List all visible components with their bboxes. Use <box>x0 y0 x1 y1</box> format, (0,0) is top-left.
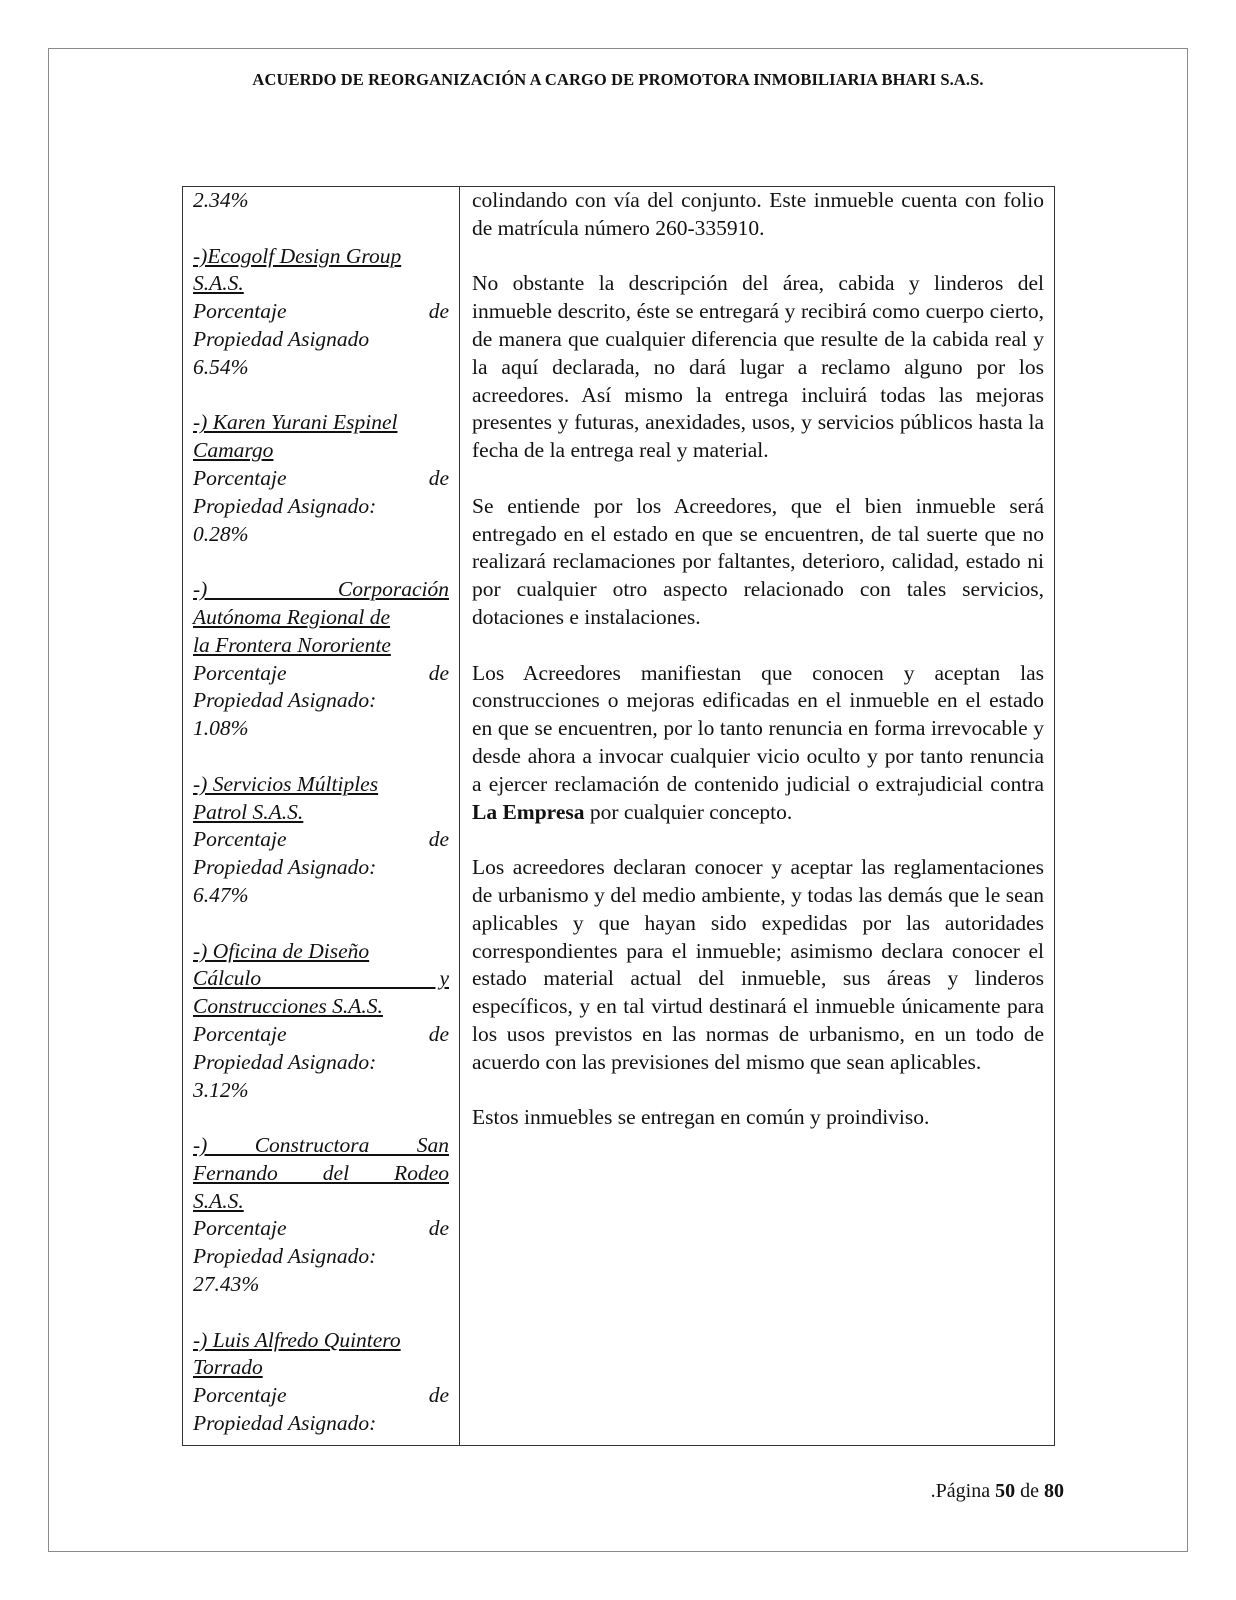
owner-name-line: Torrado <box>193 1355 263 1380</box>
owner-percentage: 0.28% <box>193 521 249 546</box>
table-row <box>183 187 1055 1446</box>
owner-percentage: 3.12% <box>193 1077 249 1102</box>
owner-name-line: Patrol S.A.S. <box>193 799 304 824</box>
owner-label-line: Propiedad Asignado: <box>193 855 377 880</box>
owner-label-line: Porcentaje de <box>193 1383 449 1408</box>
owner-label-line: Porcentaje de <box>193 1021 449 1046</box>
owner-name-line: -)Ecogolf Design Group <box>193 243 402 268</box>
owner-percentage: 6.47% <box>193 882 249 907</box>
left-column-owners <box>183 187 460 1446</box>
owner-entry <box>193 576 449 743</box>
owner-name-line: Fernando del Rodeo <box>193 1160 449 1185</box>
page-separator: de <box>1020 1480 1039 1502</box>
paragraph-urbanismo: Los acreedores declaran conocer y aceptar las reglamentaciones de urbanismo y del medio ambiente, y todas las demás que le sean aplicables y que hayan sido expedidas por las autoridades correspondientes para el inmueble; asimismo declara conocer el estado material actual del inmueble, sus áreas y linderos específicos, y en tal virtud destinará el inmueble únicamente para los usos previstos en las normas de urbanismo, en un todo de acuerdo con las previsiones del mismo que sean aplicables. <box>472 855 1044 1074</box>
current-page-number: 50 <box>995 1480 1016 1502</box>
owner-name-line: -) Servicios Múltiples <box>193 771 379 796</box>
owner-label-line: Propiedad Asignado: <box>193 1049 377 1074</box>
paragraph-estado-entrega: Se entiende por los Acreedores, que el bien inmueble será entregado en el estado en que se encuentren, de tal suerte que no realizará reclamaciones por faltantes, deterioro, calidad, estado ni por cualquier otro aspecto relacionado con tales servicios, dotaciones e instalaciones. <box>472 493 1044 629</box>
owner-label-line: Propiedad Asignado: <box>193 1411 377 1436</box>
owner-name-line: -) Luis Alfredo Quintero <box>193 1327 401 1352</box>
paragraph-property-folio: colindando con vía del conjunto. Este inmueble cuenta con folio de matrícula número 260-335910. <box>472 188 1044 240</box>
owner-name-line: -) Constructora San <box>193 1133 449 1158</box>
owner-name-line: -) Corporación <box>193 577 449 602</box>
paragraph-cuerpo-cierto: No obstante la descripción del área, cabida y linderos del inmueble descrito, éste se entregará y recibirá como cuerpo cierto, de manera que cualquier diferencia que resulte de la cabida real y la aquí declarada, no dará lugar a reclamo alguno por los acreedores. Así mismo la entrega incluirá todas las mejoras presentes y futuras, anexidades, usos, y servicios públicos hasta la fecha de la entrega real y material. <box>472 271 1044 463</box>
owner-name-line: -) Oficina de Diseño <box>193 938 370 963</box>
owner-label-line: Porcentaje de <box>193 465 449 490</box>
owner-entry <box>193 1327 449 1438</box>
owner-name-line: Cálculo y <box>193 966 449 991</box>
owner-label-line: Porcentaje de <box>193 1216 449 1241</box>
owner-name-line: Autónoma Regional de <box>193 604 391 629</box>
owner-name-line: Camargo <box>193 438 274 463</box>
owner-entry <box>193 409 449 548</box>
total-page-count: 80 <box>1044 1480 1064 1502</box>
owner-label-line: Porcentaje de <box>193 299 449 324</box>
page-number-footer <box>931 1480 1064 1503</box>
owner-entry <box>193 243 449 382</box>
owner-percentage: 6.54% <box>193 354 249 379</box>
paragraph-text: Los Acreedores manifiestan que conocen y aceptan las construcciones o mejoras edificadas en el inmueble en el estado en que se encuentren, por lo tanto renuncia en forma irrevocable y desde ahora a invocar cualquier vicio oculto y por tanto renuncia a ejercer reclamación de contenido judicial o extrajudicial contra <box>472 660 1044 796</box>
document-header-title: ACUERDO DE REORGANIZACIÓN A CARGO DE PROMOTORA INMOBILIARIA BHARI S.A.S. <box>252 70 984 89</box>
owner-entry <box>193 938 449 1105</box>
content-table <box>182 186 1055 1446</box>
owner-entry <box>193 1132 449 1299</box>
owner-percentage-continued: 2.34% <box>193 188 249 212</box>
owner-label-line: Propiedad Asignado: <box>193 688 377 713</box>
owner-label-line: Propiedad Asignado: <box>193 1244 377 1269</box>
paragraph-text: por cualquier concepto. <box>589 799 793 824</box>
page-prefix: .Página <box>930 1480 991 1502</box>
owner-name-line: Construcciones S.A.S. <box>193 994 383 1019</box>
owner-label-line: Propiedad Asignado: <box>193 493 377 518</box>
paragraph-renuncia-vicio <box>472 660 1044 827</box>
owner-name-line: S.A.S. <box>193 1188 244 1213</box>
owner-entry <box>193 771 449 910</box>
owner-label-line: Propiedad Asignado <box>193 326 370 351</box>
owner-name-line: S.A.S. <box>193 271 244 296</box>
owner-label-line: Porcentaje de <box>193 827 449 852</box>
paragraph-proindiviso: Estos inmuebles se entregan en común y proindiviso. <box>472 1105 930 1130</box>
owner-label-line: Porcentaje de <box>193 660 449 685</box>
la-empresa-bold: La Empresa <box>472 799 585 824</box>
owner-percentage: 1.08% <box>193 716 249 741</box>
owner-name-line: la Frontera Nororiente <box>193 632 391 657</box>
owner-percentage: 27.43% <box>193 1272 260 1297</box>
right-column-terms <box>460 187 1055 1446</box>
owner-name-line: -) Karen Yurani Espinel <box>193 410 398 435</box>
